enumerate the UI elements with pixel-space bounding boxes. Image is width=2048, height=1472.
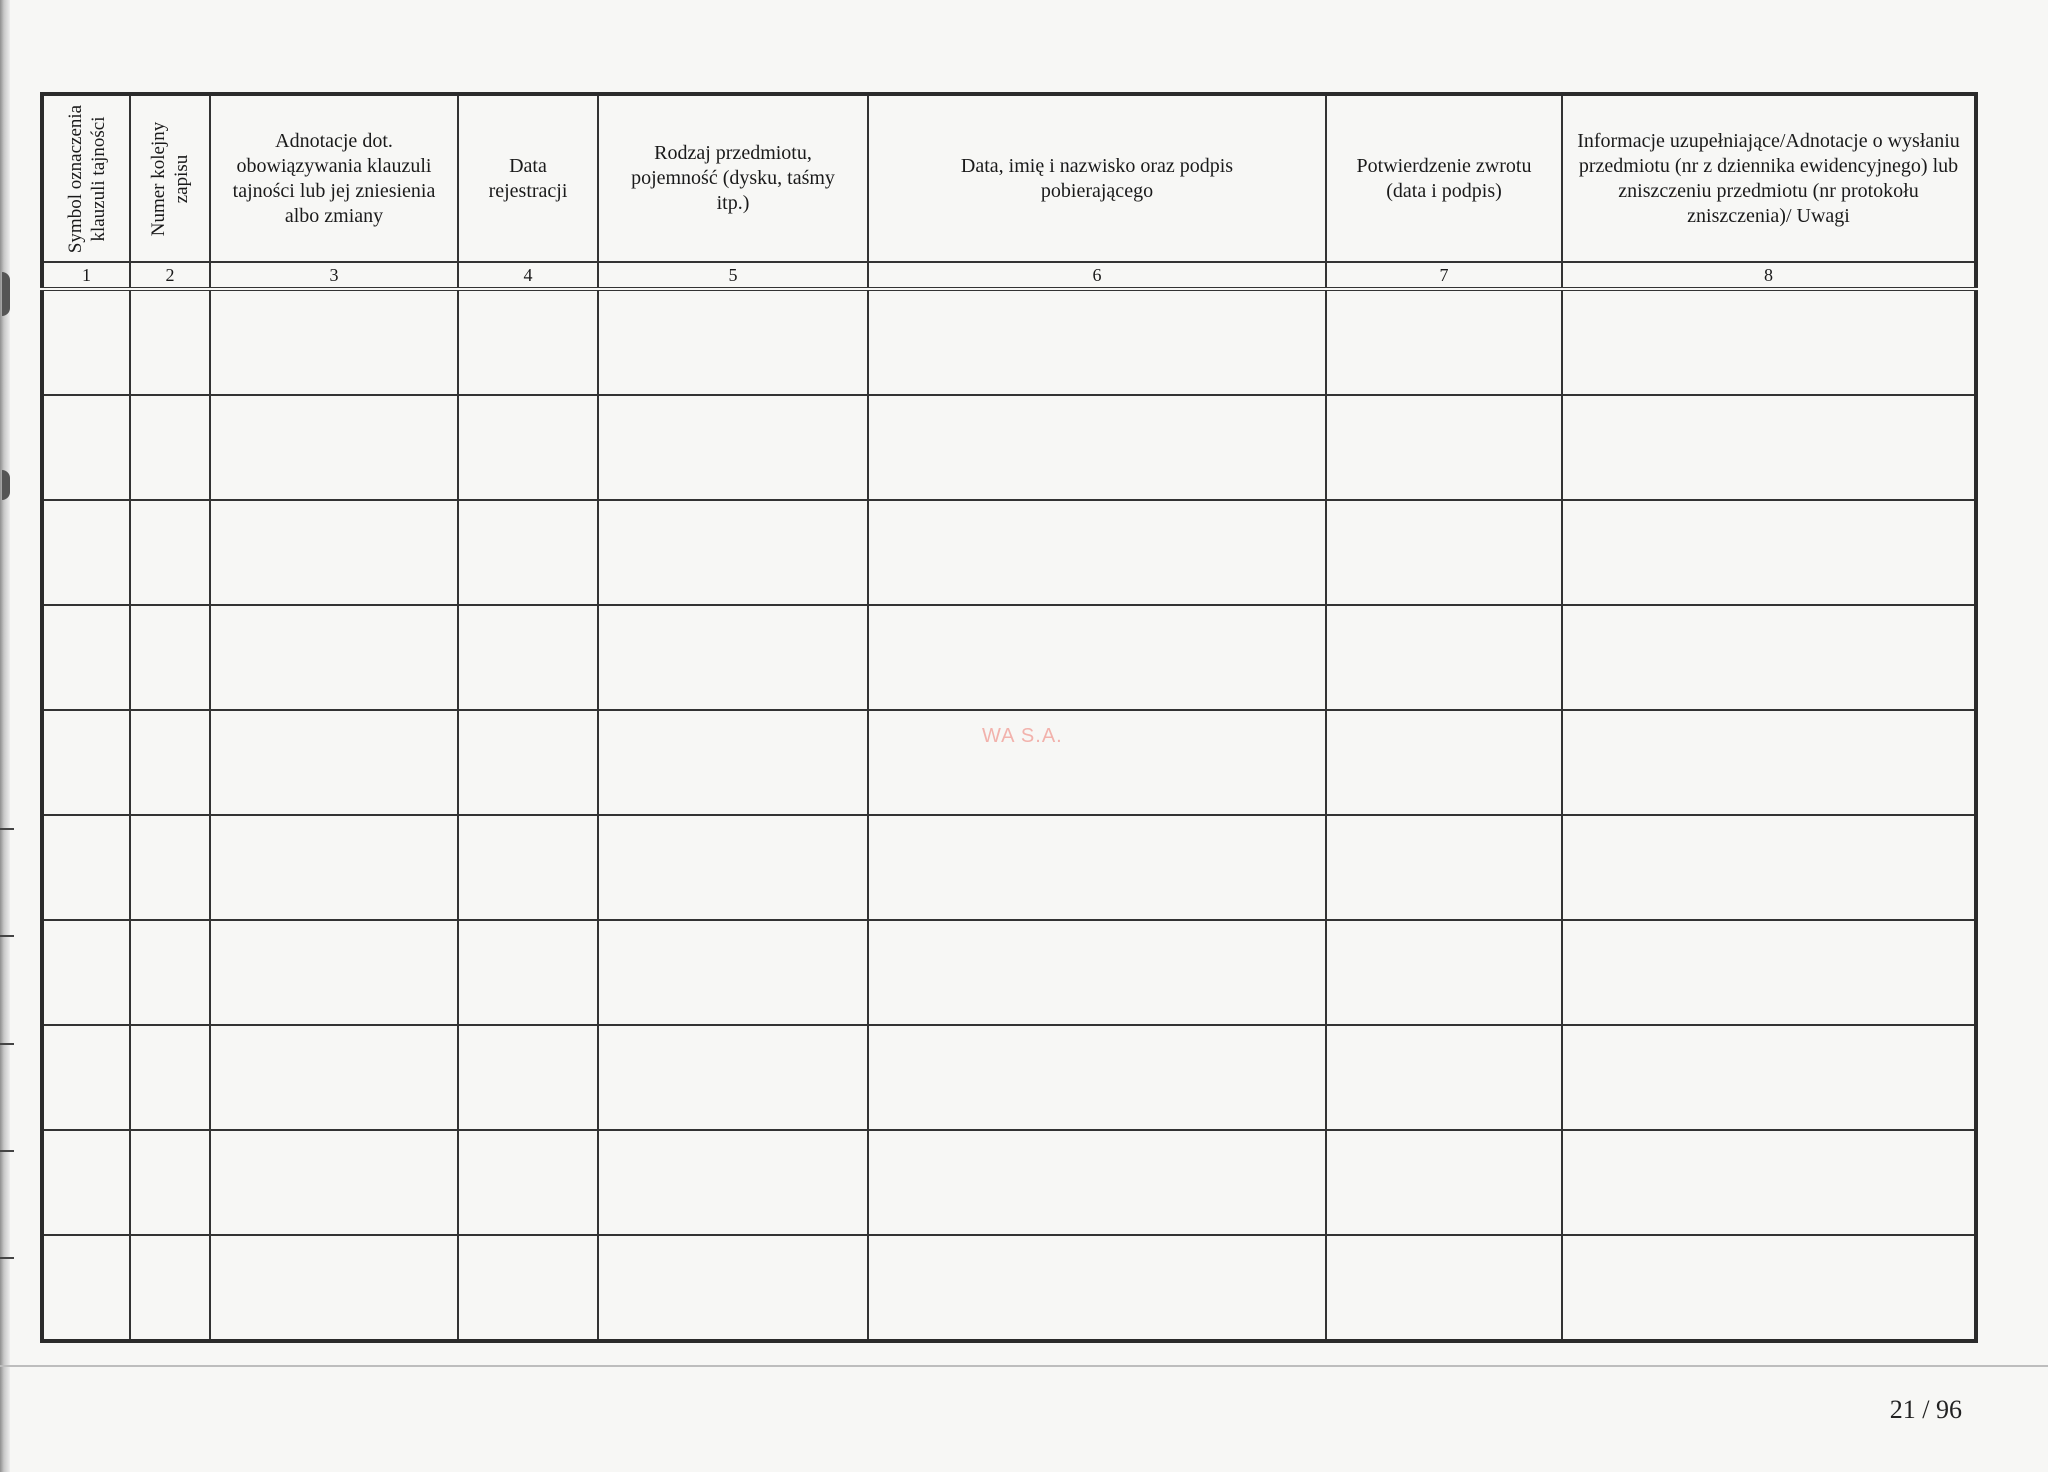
table-cell[interactable] [210,1130,458,1235]
header-rodzaj-przedmiotu: Rodzaj przedmiotu, pojemność (dysku, taśmy itp.) [598,94,868,262]
table-cell[interactable] [42,605,130,710]
column-number: 5 [598,262,868,289]
table-cell[interactable] [868,500,1326,605]
table-cell[interactable] [130,815,210,920]
header-data-podpis-pobierajacego: Data, imię i nazwisko oraz podpis pobierającego [868,94,1326,262]
table-cell[interactable] [130,1025,210,1130]
table-cell[interactable] [458,710,598,815]
table-cell[interactable] [1326,1235,1562,1341]
table-cell[interactable] [598,815,868,920]
table-cell[interactable] [598,1130,868,1235]
table-cell[interactable] [458,1025,598,1130]
column-number: 2 [130,262,210,289]
table-row [42,395,1976,500]
table-cell[interactable] [458,395,598,500]
table-cell[interactable] [42,500,130,605]
table-cell[interactable] [598,500,868,605]
page-number: 21 / 96 [1889,1395,1962,1424]
table-cell[interactable] [210,605,458,710]
table-cell[interactable] [42,710,130,815]
table-cell[interactable] [210,500,458,605]
binding-mark [0,1043,14,1045]
header-label: Symbol oznaczenia klauzuli tajności [64,104,109,253]
table-cell[interactable] [130,710,210,815]
column-number: 1 [42,262,130,289]
table-cell[interactable] [1326,1130,1562,1235]
table-cell[interactable] [210,920,458,1025]
binding-notch [2,470,10,500]
table-cell[interactable] [458,1235,598,1341]
table-cell[interactable] [210,710,458,815]
watermark: WA S.A. [982,725,1063,747]
table-cell[interactable] [42,1130,130,1235]
table-cell[interactable] [1326,605,1562,710]
table-cell[interactable] [130,395,210,500]
header-potwierdzenie-zwrotu: Potwierdzenie zwrotu (data i podpis) [1326,94,1562,262]
table-cell[interactable] [130,605,210,710]
table-cell[interactable] [42,1235,130,1341]
table-row [42,1130,1976,1235]
header-row [42,94,1976,262]
table-cell[interactable] [210,1025,458,1130]
binding-edge [0,0,10,1472]
binding-mark [0,935,14,937]
table-cell[interactable] [1562,920,1976,1025]
table-cell[interactable] [210,1235,458,1341]
table-cell[interactable] [598,1025,868,1130]
table-cell[interactable] [458,500,598,605]
table-cell[interactable] [210,289,458,395]
header-informacje-uzupelniajace: Informacje uzupełniające/Adnotacje o wysłaniu przedmiotu (nr z dziennika ewidencyjnego) lub zniszczeniu przedmiotu (nr protokołu zniszczenia)/ Uwagi [1562,94,1976,262]
table-cell[interactable] [868,1130,1326,1235]
table-cell[interactable] [210,395,458,500]
table-cell[interactable] [130,1235,210,1341]
binding-mark [0,1257,14,1259]
table-cell[interactable] [1562,1235,1976,1341]
table-cell[interactable] [1562,289,1976,395]
table-cell[interactable] [868,395,1326,500]
binding-mark [0,828,14,830]
column-number: 6 [868,262,1326,289]
table-cell[interactable] [42,395,130,500]
table-row [42,815,1976,920]
header-numer-kolejny [130,94,210,262]
table-cell[interactable] [1562,710,1976,815]
table-row [42,1235,1976,1341]
table-cell[interactable] [1326,500,1562,605]
table-cell[interactable] [1562,1025,1976,1130]
table-row [42,289,1976,395]
register-table [40,92,1978,1343]
column-number: 7 [1326,262,1562,289]
table-cell[interactable] [1326,815,1562,920]
table-cell[interactable] [598,1235,868,1341]
table-cell[interactable] [42,1025,130,1130]
table-cell[interactable] [1326,395,1562,500]
table-cell[interactable] [1562,395,1976,500]
table-cell[interactable] [458,289,598,395]
table-cell[interactable] [598,395,868,500]
header-data-rejestracji: Data rejestracji [458,94,598,262]
header-label: Numer kolejny zapisu [148,121,192,236]
table-cell[interactable] [1562,605,1976,710]
table-row [42,605,1976,710]
table-cell[interactable] [868,710,1326,815]
table-cell[interactable] [42,920,130,1025]
table-cell[interactable] [598,710,868,815]
table-cell[interactable] [42,815,130,920]
header-symbol-klauzuli [42,94,130,262]
table-cell[interactable] [458,815,598,920]
header-adnotacje: Adnotacje dot. obowiązywania klauzuli tajności lub jej zniesienia albo zmiany [210,94,458,262]
table-cell[interactable] [868,289,1326,395]
table-cell[interactable] [1562,815,1976,920]
table-cell[interactable] [1326,1025,1562,1130]
table-cell[interactable] [458,1130,598,1235]
table-row [42,920,1976,1025]
table-cell[interactable] [868,920,1326,1025]
table-cell[interactable] [868,1235,1326,1341]
table-cell[interactable] [868,815,1326,920]
table-cell[interactable] [1562,1130,1976,1235]
table-cell[interactable] [598,289,868,395]
table-cell[interactable] [1562,500,1976,605]
column-number-row [42,262,1976,289]
table-cell[interactable] [130,920,210,1025]
table-cell[interactable] [130,1130,210,1235]
page-bottom-edge [0,1365,2048,1367]
column-number: 3 [210,262,458,289]
table-cell[interactable] [130,500,210,605]
table-cell[interactable] [130,289,210,395]
table-cell[interactable] [1326,920,1562,1025]
column-number: 8 [1562,262,1976,289]
table-cell[interactable] [1326,289,1562,395]
binding-notch [2,272,10,316]
table-cell[interactable] [1326,710,1562,815]
table-cell[interactable] [868,605,1326,710]
table-cell[interactable] [458,605,598,710]
table-row [42,1025,1976,1130]
table-cell[interactable] [458,920,598,1025]
column-number: 4 [458,262,598,289]
table-cell[interactable] [598,605,868,710]
table-row [42,500,1976,605]
table-cell[interactable] [42,289,130,395]
binding-mark [0,1150,14,1152]
register-body [42,289,1976,1341]
table-cell[interactable] [598,920,868,1025]
table-cell[interactable] [210,815,458,920]
table-cell[interactable] [868,1025,1326,1130]
